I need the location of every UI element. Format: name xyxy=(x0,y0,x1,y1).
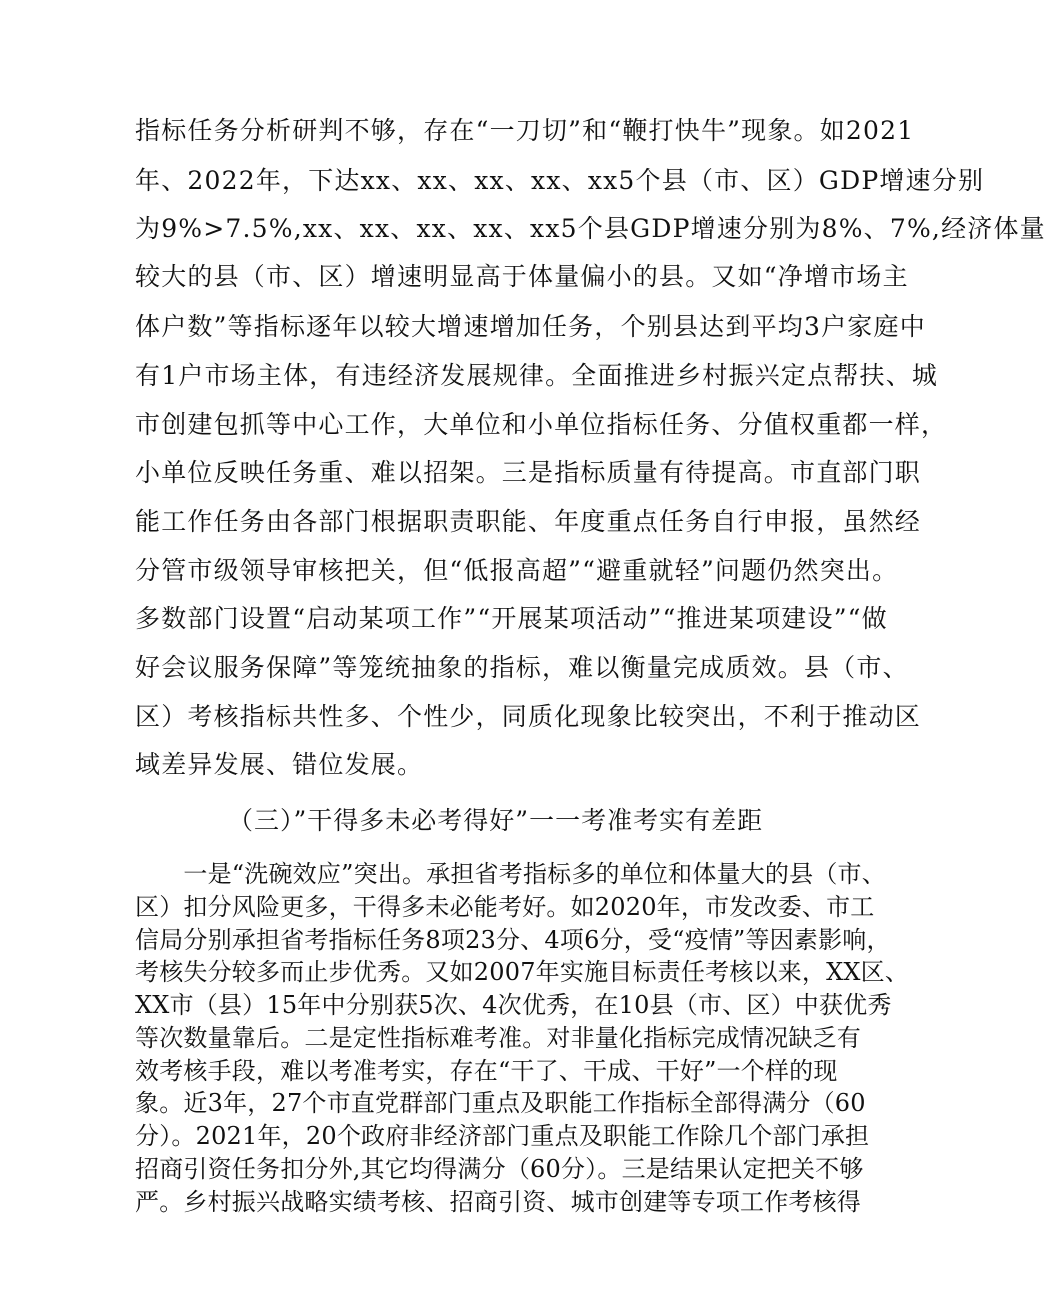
text-line: XX市（县）15年中分别获5次、4次优秀，在10县（市、区）中获优秀 xyxy=(135,991,892,1019)
text-line: 较大的县（市、区）增速明显高于体量偏小的县。又如“净增市场主 xyxy=(135,262,909,291)
text-line: 市创建包抓等中心工作，大单位和小单位指标任务、分值权重都一样， xyxy=(135,410,948,439)
text-line: 能工作任务由各部门根据职责职能、年度重点任务自行申报，虽然经 xyxy=(135,507,922,536)
text-line: 象。近3年，27个市直党群部门重点及职能工作指标全部得满分（60 xyxy=(135,1089,866,1117)
text-line: 区）考核指标共性多、个性少，同质化现象比较突出，不利于推动区 xyxy=(135,702,922,731)
text-line: 多数部门设置“启动某项工作”“开展某项活动”“推进某项建设”“做 xyxy=(135,604,888,633)
text-line: 一是“洗碗效应”突出。承担省考指标多的单位和体量大的县（市、 xyxy=(135,860,886,888)
text-line: 体户数”等指标逐年以较大增速增加任务，个别县达到平均3户家庭中 xyxy=(135,312,926,341)
text-line: 小单位反映任务重、难以招架。三是指标质量有待提高。市直部门职 xyxy=(135,458,922,487)
text-line: 严。乡村振兴战略实绩考核、招商引资、城市创建等专项工作考核得 xyxy=(135,1188,861,1216)
text-line: 指标任务分析研判不够，存在“一刀切”和“鞭打快牛”现象。如2021 xyxy=(135,116,915,145)
text-line: 招商引资任务扣分外,其它均得满分（60分）。三是结果认定把关不够 xyxy=(135,1155,864,1183)
text-line: 分管市级领导审核把关，但“低报高超”“避重就轻”问题仍然突出。 xyxy=(135,556,899,585)
text-line: 信局分别承担省考指标任务8项23分、4项6分，受“疫情”等因素影响， xyxy=(135,926,891,954)
text-line: 效考核手段，难以考准考实，存在“干了、干成、干好”一个样的现 xyxy=(135,1057,838,1085)
text-line: 域差异发展、错位发展。 xyxy=(135,750,424,779)
text-line: 考核失分较多而止步优秀。又如2007年实施目标责任考核以来，XX区、 xyxy=(135,958,910,986)
text-line: 年、2022年，下达xx、xx、xx、xx、xx5个县（市、区）GDP增速分别 xyxy=(135,166,985,195)
text-line: 为9%>7.5%,xx、xx、xx、xx、xx5个县GDP增速分别为8%、7%,经济体量 xyxy=(135,214,1046,243)
section-heading: （三）”干得多未必考得好”一一考准考实有差距 xyxy=(228,806,764,835)
text-line: 有1户市场主体，有违经济发展规律。全面推进乡村振兴定点帮扶、城 xyxy=(135,361,939,390)
text-line: 分）。2021年，20个政府非经济部门重点及职能工作除几个部门承担 xyxy=(135,1122,870,1150)
text-line: 区）扣分风险更多，干得多未必能考好。如2020年，市发改委、市工 xyxy=(135,893,875,921)
text-line: 好会议服务保障”等笼统抽象的指标，难以衡量完成质效。县（市、 xyxy=(135,653,909,682)
text-line: 等次数量靠后。二是定性指标难考准。对非量化指标完成情况缺乏有 xyxy=(135,1024,861,1052)
